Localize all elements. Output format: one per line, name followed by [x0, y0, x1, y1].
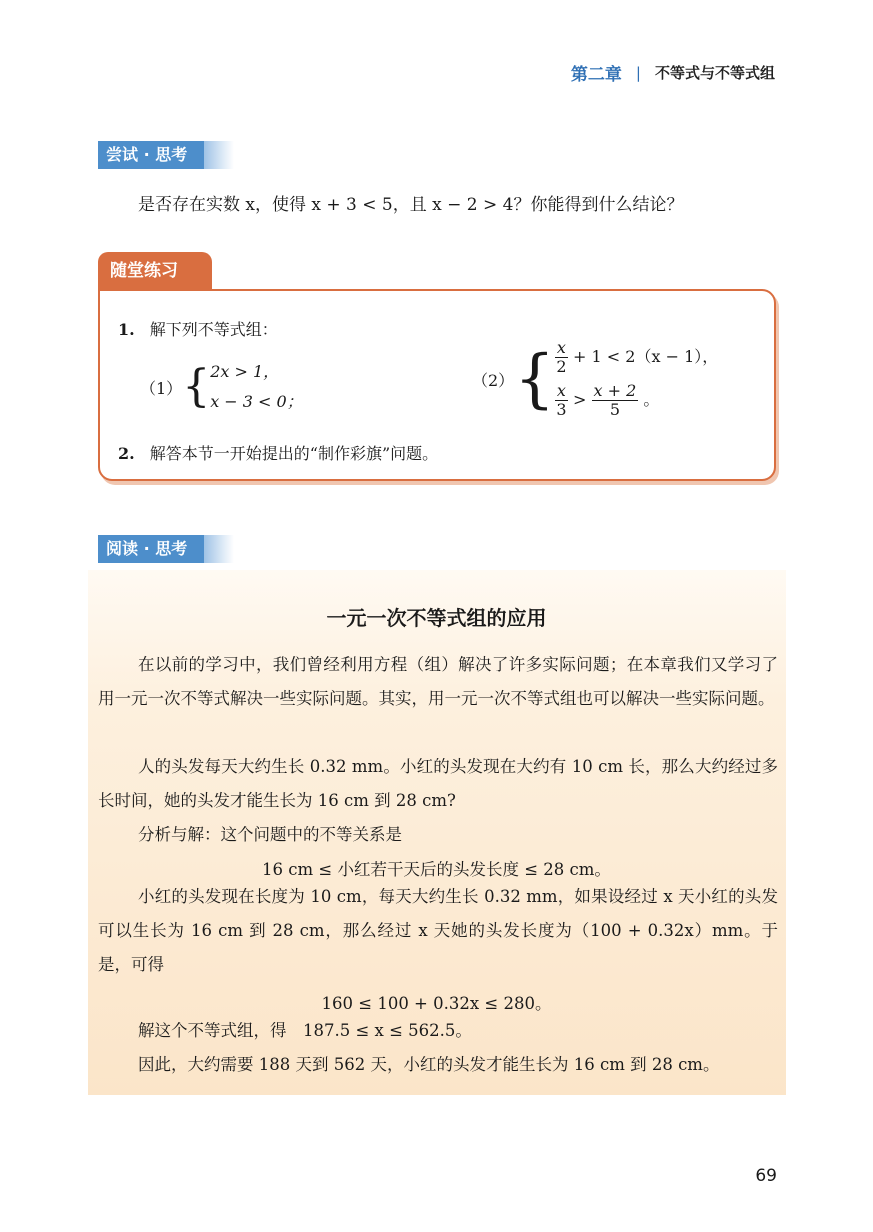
header-separator: |: [635, 63, 641, 82]
try-think-question: 是否存在实数 x，使得 x + 3 < 5，且 x − 2 > 4？你能得到什么结论？: [138, 195, 684, 215]
page-number: 69: [755, 1166, 777, 1186]
system-2-label: （2）: [472, 370, 515, 390]
inequality-relation: 16 cm ≤ 小红若干天后的头发长度 ≤ 28 cm。: [262, 860, 611, 879]
practice-item-2: [118, 441, 438, 464]
inequality-system: 160 ≤ 100 + 0.32x ≤ 280。: [321, 994, 552, 1013]
system-1-label: （1）: [140, 378, 183, 398]
system-1: [140, 357, 303, 417]
item-1-number: 1.: [118, 320, 135, 339]
tag-gradient-tail: [204, 535, 234, 563]
item-2-text: 解答本节一开始提出的“制作彩旗”问题。: [149, 444, 439, 463]
tag-gradient-tail: [204, 141, 234, 169]
reading-paragraph-4: 小红的头发现在长度为 10 cm，每天大约生长 0.32 mm，如果设经过 x 天小红的头发可以生长为 16 cm 到 28 cm，那么经过 x 天她的头发长度为（100 + 0.32x）mm。于是，可得: [98, 887, 778, 974]
item-1-text: 解下列不等式组：: [149, 320, 278, 339]
chapter-header: [571, 60, 775, 85]
system-1-brace: {: [182, 361, 211, 412]
practice-tag: 随堂练习: [98, 252, 212, 290]
item-2-number: 2.: [118, 444, 135, 463]
practice-item-1: [118, 317, 278, 340]
reading-title: 一元一次不等式组的应用: [326, 606, 547, 630]
reading-think-label: 阅读 · 思考: [98, 535, 204, 563]
system-2-line-1: $\frac{x}{2}$ + 1 < 2（x − 1），: [556, 338, 719, 376]
try-think-label: 尝试 · 思考: [98, 141, 204, 169]
system-2: [472, 339, 718, 419]
reading-think-tag: [98, 535, 204, 563]
fraction-x-over-3: $\frac{x}{3}$: [556, 381, 567, 419]
reading-paragraph-1: 在以前的学习中，我们曾经利用方程（组）解决了许多实际问题；在本章我们又学习了用一元一次不等式解决一些实际问题。其实，用一元一次不等式组也可以解决一些实际问题。: [98, 655, 778, 708]
system-1-line-1: 2x > 1，: [210, 362, 280, 381]
system-1-line-2: x − 3 < 0；: [210, 392, 303, 411]
chapter-number: 第二章: [570, 65, 622, 85]
reading-paragraph-3: 分析与解：这个问题中的不等关系是: [138, 825, 402, 844]
try-think-tag: [98, 141, 204, 169]
fraction-x-over-2: $\frac{x}{2}$: [556, 338, 567, 376]
reading-paragraph-5: 解这个不等式组，得 187.5 ≤ x ≤ 562.5。: [138, 1021, 472, 1040]
chapter-title: 不等式与不等式组: [654, 64, 775, 82]
reading-paragraph-2: 人的头发每天大约生长 0.32 mm。小红的头发现在大约有 10 cm 长，那么大约经过多长时间，她的头发才能生长为 16 cm 到 28 cm?: [98, 757, 778, 810]
reading-paragraph-6: 因此，大约需要 188 天到 562 天，小红的头发才能生长为 16 cm 到 28 cm。: [138, 1055, 720, 1074]
practice-box: [98, 289, 776, 481]
fraction-x-plus-2-over-5: $\frac{x + 2}{5}$: [593, 381, 637, 419]
system-2-brace: {: [514, 342, 555, 416]
system-2-line-2: $\frac{x}{3}$ > $\frac{x + 2}{5}$ 。: [556, 381, 660, 419]
